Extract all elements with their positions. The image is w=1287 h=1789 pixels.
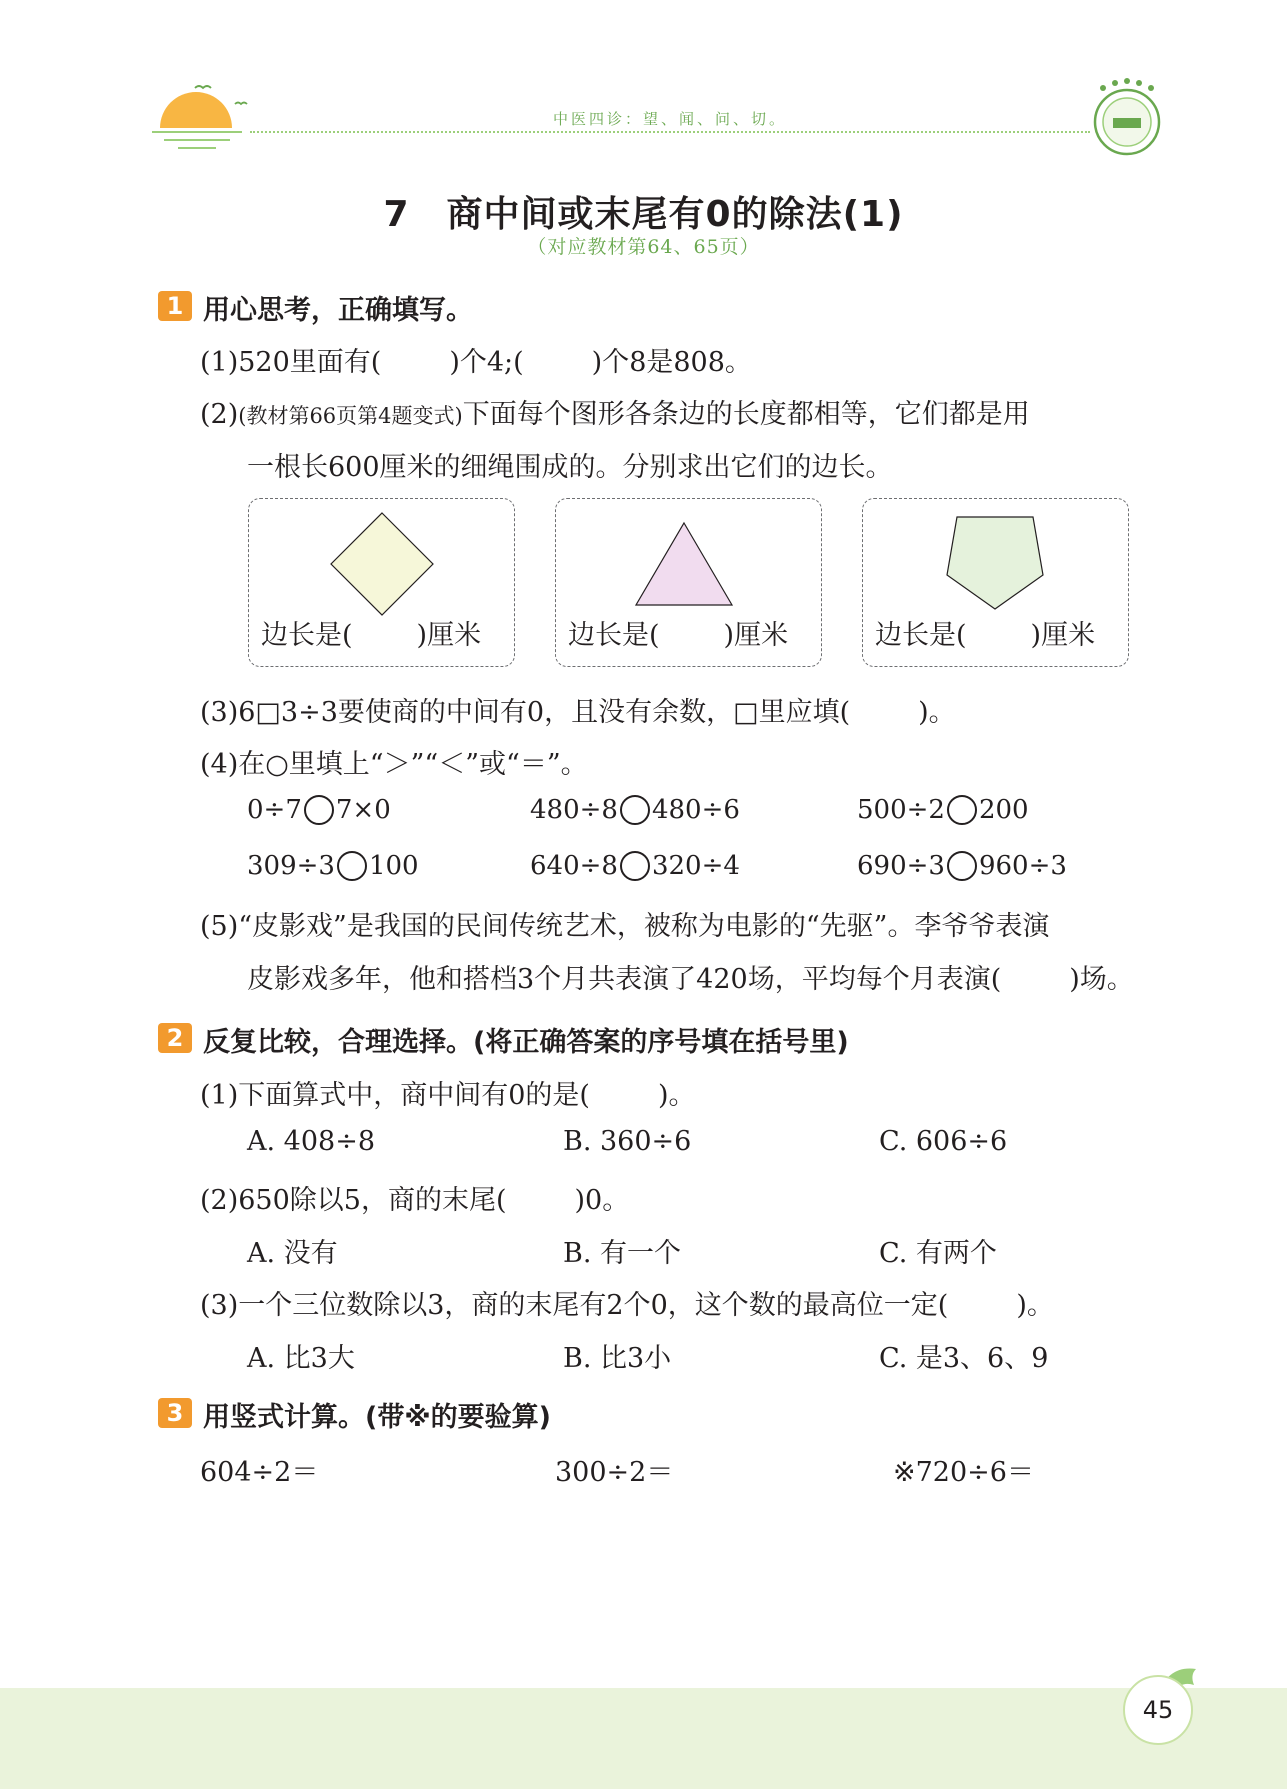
compare-right: 200 (978, 795, 1029, 825)
option-c: C. 是3、6、9 (879, 1343, 1049, 1374)
section-2-number: 2 (158, 1023, 192, 1053)
s1-q4: (4)在○里填上“＞”“＜”或“＝”。 (200, 749, 588, 780)
header-motto: 中医四诊：望、闻、问、切。 (553, 110, 788, 128)
shape-card-square (248, 498, 515, 667)
shape-card-pentagon (862, 498, 1129, 667)
compare-left: 309÷3 (247, 851, 335, 881)
section-1-number: 1 (158, 291, 192, 321)
s1-q5-end: )场。 (1069, 964, 1134, 995)
option-c: C. 有两个 (879, 1238, 997, 1269)
section-3-title: 用竖式计算。(带※的要验算) (203, 1402, 551, 1433)
compare-left: 480÷8 (530, 795, 618, 825)
option-a: A. 408÷8 (247, 1126, 375, 1157)
s2-q2 (200, 1178, 629, 1217)
s2-q3-text: (3)一个三位数除以3，商的末尾有2个0，这个数的最高位一定( (200, 1290, 949, 1321)
compare-left: 640÷8 (530, 851, 618, 881)
s1-q1-part-c: )个8是808。 (591, 347, 752, 378)
compare-right: 100 (368, 851, 419, 881)
compare-circle[interactable] (620, 851, 650, 881)
compare-circle[interactable] (947, 851, 977, 881)
option-c: C. 606÷6 (879, 1126, 1008, 1157)
calc-item: ※720÷6＝ (893, 1457, 1034, 1488)
option-b: B. 有一个 (563, 1238, 682, 1269)
compare-circle[interactable] (337, 851, 367, 881)
compare-right: 7×0 (335, 795, 391, 825)
s2-q1 (200, 1073, 696, 1112)
s1-q3-end: )。 (918, 697, 956, 728)
page-title: 7 商中间或末尾有0的除法(1) (383, 194, 904, 235)
s1-q5-text: 皮影戏多年，他和搭档3个月共表演了420场，平均每个月表演( (247, 964, 1002, 995)
s1-q1-part-a: (1)520里面有( (200, 347, 382, 378)
compare-right: 960÷3 (978, 851, 1067, 881)
shape-caption-a: 边长是( (875, 620, 967, 651)
s2-q3-end: )。 (1016, 1290, 1054, 1321)
s1-q3 (200, 690, 956, 729)
page-subtitle: （对应教材第64、65页） (527, 236, 760, 258)
compare-circle[interactable] (620, 795, 650, 825)
compare-right: 480÷6 (651, 795, 740, 825)
compare-circle[interactable] (947, 795, 977, 825)
s1-q2-text: 下面每个图形各条边的长度都相等，它们都是用 (462, 399, 1030, 430)
shape-caption-b: )厘米 (416, 620, 482, 651)
shape-card-triangle (555, 498, 822, 667)
s2-q3 (200, 1283, 1054, 1322)
shape-caption-b: )厘米 (723, 620, 789, 651)
calc-item: 604÷2＝ (200, 1457, 319, 1488)
shape-caption-b: )厘米 (1030, 620, 1096, 651)
compare-item (530, 851, 740, 881)
s1-q2-source-note: (教材第66页第4题变式) (238, 404, 463, 428)
triangle-shape-icon (632, 521, 736, 607)
section-1-title: 用心思考，正确填写。 (203, 295, 473, 326)
option-a: A. 比3大 (247, 1343, 355, 1374)
s2-q1-text: (1)下面算式中，商中间有0的是( (200, 1080, 590, 1111)
compare-left: 500÷2 (857, 795, 945, 825)
section-2-title: 反复比较，合理选择。(将正确答案的序号填在括号里) (203, 1027, 849, 1058)
compare-left: 0÷7 (247, 795, 302, 825)
compare-circle[interactable] (304, 795, 334, 825)
s2-q1-end: )。 (657, 1080, 696, 1111)
s1-q3-text: (3)6□3÷3要使商的中间有0，且没有余数，□里应填( (200, 697, 851, 728)
option-b: B. 360÷6 (563, 1126, 692, 1157)
s2-q2-text: (2)650除以5，商的末尾( (200, 1185, 507, 1216)
compare-item (857, 851, 1067, 881)
s2-q2-end: )0。 (574, 1185, 630, 1216)
s1-q2-text-2: 一根长600厘米的细绳围成的。分别求出它们的边长。 (247, 452, 893, 483)
s1-q1 (200, 340, 752, 379)
s1-q2-label: (2) (200, 399, 239, 430)
compare-left: 690÷3 (857, 851, 945, 881)
compare-item (247, 795, 391, 825)
pentagon-shape-icon (943, 513, 1047, 611)
shape-caption-a: 边长是( (261, 620, 353, 651)
compare-item (247, 851, 419, 881)
compare-item (857, 795, 1029, 825)
sunset-logo-icon (150, 80, 260, 152)
square-shape-icon (327, 509, 437, 619)
s1-q5-line-2 (247, 957, 1134, 996)
footer-band (0, 1688, 1287, 1789)
s1-q2 (200, 392, 1030, 431)
section-3-number: 3 (158, 1398, 192, 1428)
page-number: 45 (1123, 1675, 1193, 1745)
header-divider (250, 131, 1090, 133)
shape-caption-a: 边长是( (568, 620, 660, 651)
s1-q5-line-1: (5)“皮影戏”是我国的民间传统艺术，被称为电影的“先驱”。李爷爷表演 (200, 911, 1050, 942)
option-a: A. 没有 (247, 1238, 338, 1269)
option-b: B. 比3小 (563, 1343, 672, 1374)
s1-q1-part-b: )个4;( (449, 347, 524, 378)
calc-item: 300÷2＝ (555, 1457, 674, 1488)
compare-item (530, 795, 740, 825)
brand-badge-icon (1088, 76, 1166, 160)
compare-right: 320÷4 (651, 851, 740, 881)
